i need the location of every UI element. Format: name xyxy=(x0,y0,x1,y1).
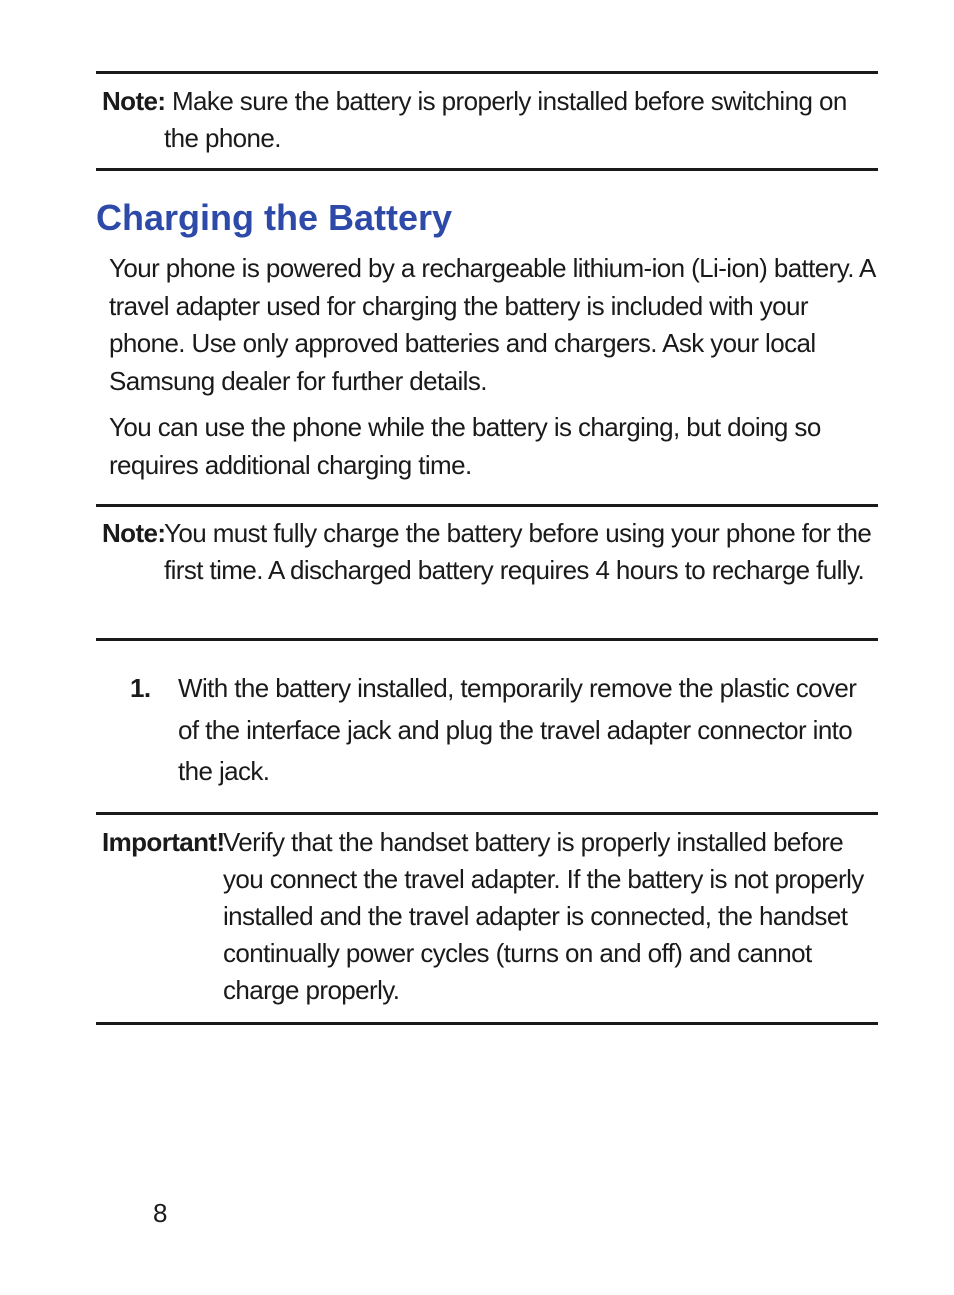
note-text: You must fully charge the battery before using your phone for the first time. A discharged battery requires 4 hours to recharge fully. xyxy=(164,518,872,585)
note-make-sure xyxy=(102,83,878,157)
note-top-rule xyxy=(96,504,878,507)
important-bottom-rule xyxy=(96,1022,878,1025)
note-bottom-rule xyxy=(96,638,878,641)
important-text: Verify that the handset battery is properly installed before you connect the travel adapter. If the battery is not properly installed and the travel adapter is connected, the handset continually power cycles (turns on and off) and cannot charge properly. xyxy=(223,827,864,1005)
note-text: Make sure the battery is properly installed before switching on the phone. xyxy=(164,86,847,153)
charging-paragraph: You can use the phone while the battery is charging, but doing so requires additional charging time. xyxy=(109,412,821,480)
note-bottom-rule xyxy=(96,168,878,171)
note-top-rule xyxy=(96,71,878,74)
step-number: 1. xyxy=(130,673,151,703)
note-label: Note: xyxy=(102,518,166,548)
page-number: 8 xyxy=(153,1198,168,1228)
section-heading: Charging the Battery xyxy=(96,197,453,238)
note-label: Note: xyxy=(102,86,166,116)
step-text: With the battery installed, temporarily remove the plastic cover of the interface jack and plug the travel adapter connector into the jack. xyxy=(178,673,857,786)
important-top-rule xyxy=(96,812,878,815)
intro-paragraph: Your phone is powered by a rechargeable lithium-ion (Li-ion) battery. A travel adapter used for charging the battery is included with your phone. Use only approved batteries and chargers. Ask your local Samsung dealer for further details. xyxy=(109,253,875,396)
important-label: Important! xyxy=(102,827,225,857)
important-notice xyxy=(102,824,878,1009)
note-full-charge xyxy=(102,515,878,589)
